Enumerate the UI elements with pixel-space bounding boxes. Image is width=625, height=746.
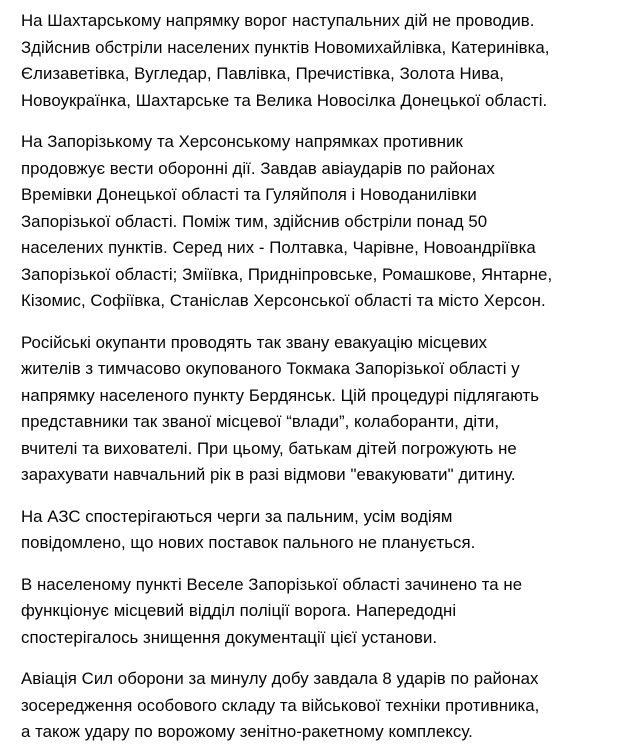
text-line: функціонує місцевий відділ поліції ворога. Напередодні — [21, 601, 457, 620]
paragraph-fuel-queues — [21, 504, 615, 557]
text-line: На Шахтарському напрямку ворог наступальних дій не проводив. — [21, 11, 535, 30]
text-line: Запорізької області. Поміж тим, здійснив обстріли понад 50 — [21, 211, 488, 231]
text-line: Новоукраїнка, Шахтарське та Велика Новосілка Донецької області. — [21, 90, 548, 110]
text-line: В населеному пункті Веселе Запорізької області зачинено та не — [21, 574, 523, 594]
text-line: зарахувати навчальний рік в разі відмови "евакуювати" дитину. — [21, 465, 516, 484]
paragraph-tokmak-evacuation — [21, 330, 615, 489]
text-line: Єлизаветівка, Вугледар, Павлівка, Пречистівка, Золота Нива, — [21, 64, 504, 83]
text-line: Кізомис, Софіївка, Станіслав Херсонської області та місто Херсон. — [21, 291, 546, 310]
text-line: На АЗС спостерігаються черги за пальним, усім водіям — [21, 506, 453, 526]
text-line: Запорізької області; Зміївка, Придніпровське, Ромашкове, Янтарне, — [21, 264, 553, 284]
text-line: продовжує вести оборонні дії. Завдав авіаударів по районах — [21, 158, 495, 178]
text-line: На Запорізькому та Херсонському напрямках противник — [21, 132, 463, 151]
text-line: а також удару по ворожому зенітно-ракетному комплексу. — [21, 722, 473, 741]
text-line: спостерігалось знищення документації цієї установи. — [21, 627, 438, 647]
text-line: Російські окупанти проводять так звану евакуацію місцевих — [21, 332, 488, 352]
text-line: напрямку населеного пункту Бердянськ. Цій процедурі підлягають — [21, 385, 540, 405]
paragraph-zaporizhzhia-kherson-directions — [21, 129, 615, 315]
text-line: Авіація Сил оборони за минулу добу завдала 8 ударів по районах — [21, 669, 539, 688]
text-line: представники так званої місцевої “влади”, колаборанти, діти, — [21, 412, 500, 431]
text-line: жителів з тимчасово окупованого Токмака Запорізької області у — [21, 359, 520, 378]
paragraph-vesele-police — [21, 572, 615, 652]
text-line: вчителі та вихователі. При цьому, батькам дітей погрожують не — [21, 438, 517, 458]
text-line: населених пунктів. Серед них - Полтавка, Чарівне, Новоандріївка — [21, 238, 536, 257]
text-line: Здійснив обстріли населених пунктів Новомихайлівка, Катеринівка, — [21, 37, 550, 57]
text-line: Времівки Донецької області та Гуляйполя і Новоданилівки — [21, 185, 477, 204]
paragraph-shakhtarsk-direction — [21, 8, 615, 114]
text-line: зосередження особового складу та військової техніки противника, — [21, 695, 540, 715]
text-line: повідомлено, що нових поставок пального не планується. — [21, 533, 476, 552]
paragraph-air-force-strikes — [21, 666, 615, 746]
